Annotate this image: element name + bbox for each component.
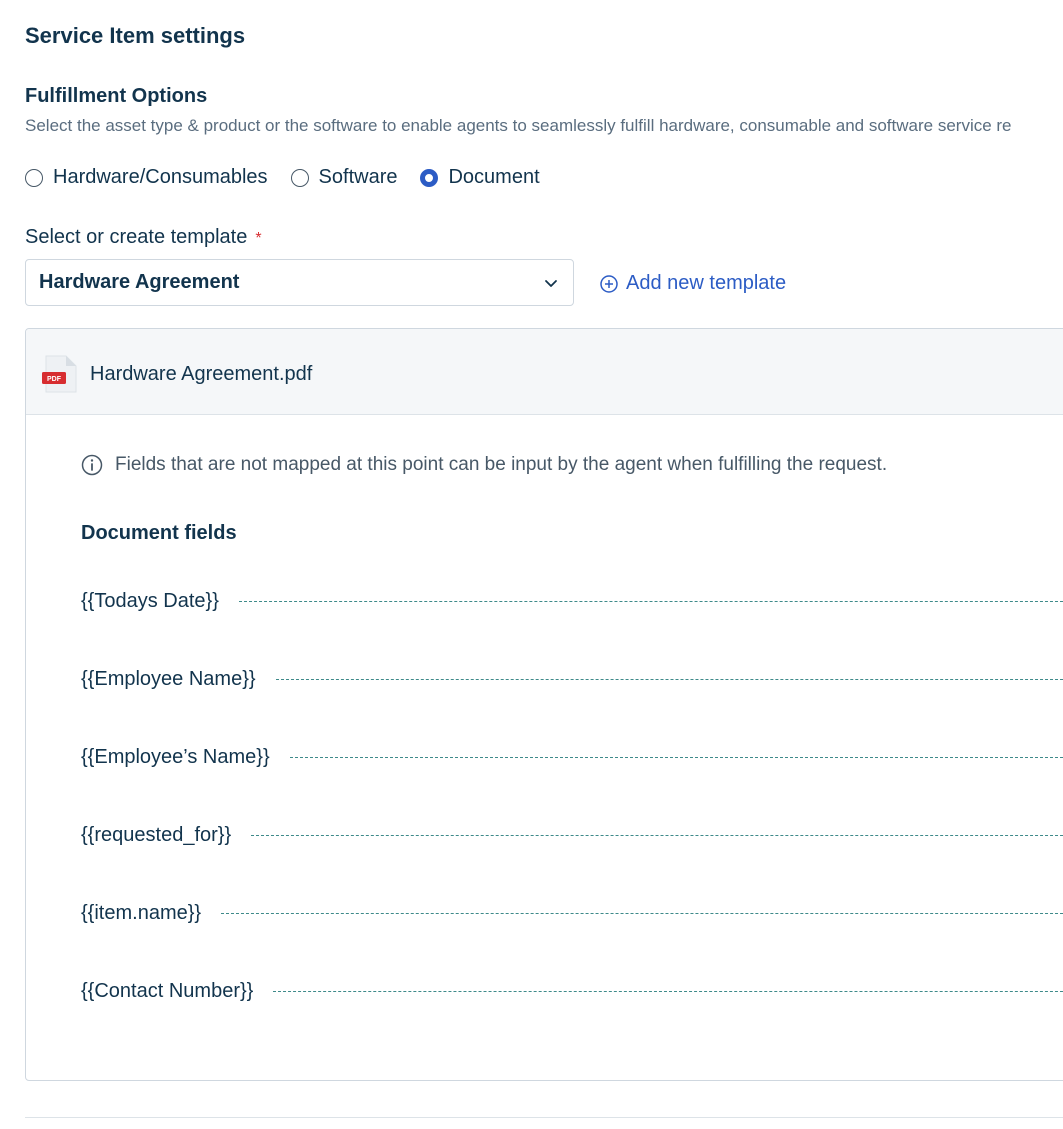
radio-selected-icon[interactable]	[420, 169, 438, 187]
document-filename: Hardware Agreement.pdf	[90, 363, 313, 385]
info-message	[81, 454, 887, 476]
document-field-row	[81, 666, 1063, 692]
fulfillment-type-radio-group	[25, 166, 563, 189]
pdf-file-icon	[42, 355, 78, 393]
field-connector-line	[239, 601, 1063, 602]
pdf-badge-text: PDF	[47, 376, 61, 383]
document-field-row	[81, 978, 1063, 1004]
fulfillment-options-description: Select the asset type & product or the software to enable agents to seamlessly fulfill hardware, consumable and software service re	[25, 116, 1012, 135]
field-connector-line	[221, 913, 1063, 914]
template-select-value: Hardware Agreement	[39, 271, 240, 293]
document-field-name: {{item.name}}	[81, 901, 202, 924]
add-new-template-button[interactable]	[600, 272, 786, 295]
info-text: Fields that are not mapped at this point can be input by the agent when fulfilling the request.	[115, 454, 888, 475]
document-field-name: {{Employee Name}}	[81, 667, 256, 690]
bottom-divider	[25, 1117, 1063, 1118]
document-field-row	[81, 588, 1063, 614]
radio-label: Hardware/Consumables	[53, 166, 268, 188]
add-new-template-label: Add new template	[626, 272, 787, 294]
template-select[interactable]	[25, 259, 574, 306]
template-label-text: Select or create template	[25, 226, 248, 248]
template-field-label	[25, 226, 262, 249]
document-field-name: {{requested_for}}	[81, 823, 232, 846]
field-connector-line	[290, 757, 1063, 758]
document-field-row	[81, 900, 1063, 926]
document-field-row	[81, 822, 1063, 848]
document-field-name: {{Employee’s Name}}	[81, 745, 270, 768]
document-field-name: {{Contact Number}}	[81, 979, 254, 1002]
fulfillment-options-title: Fulfillment Options	[25, 85, 208, 107]
field-connector-line	[251, 835, 1063, 836]
chevron-down-icon[interactable]	[543, 275, 559, 291]
page-title: Service Item settings	[25, 23, 246, 48]
document-card	[25, 328, 1063, 1081]
info-icon	[81, 454, 103, 476]
document-fields-title: Document fields	[81, 522, 237, 544]
field-connector-line	[276, 679, 1063, 680]
radio-circle-icon[interactable]	[25, 169, 43, 187]
plus-circle-icon	[600, 275, 618, 293]
radio-software[interactable]	[291, 166, 398, 189]
radio-circle-icon[interactable]	[291, 169, 309, 187]
radio-label: Software	[318, 166, 398, 188]
radio-hardware-consumables[interactable]	[25, 166, 268, 189]
required-indicator: *	[255, 230, 262, 247]
field-connector-line	[273, 991, 1063, 992]
document-field-row	[81, 744, 1063, 770]
radio-label: Document	[448, 166, 540, 188]
document-header	[26, 329, 1063, 415]
document-field-name: {{Todays Date}}	[81, 589, 219, 612]
radio-document[interactable]	[420, 166, 539, 189]
